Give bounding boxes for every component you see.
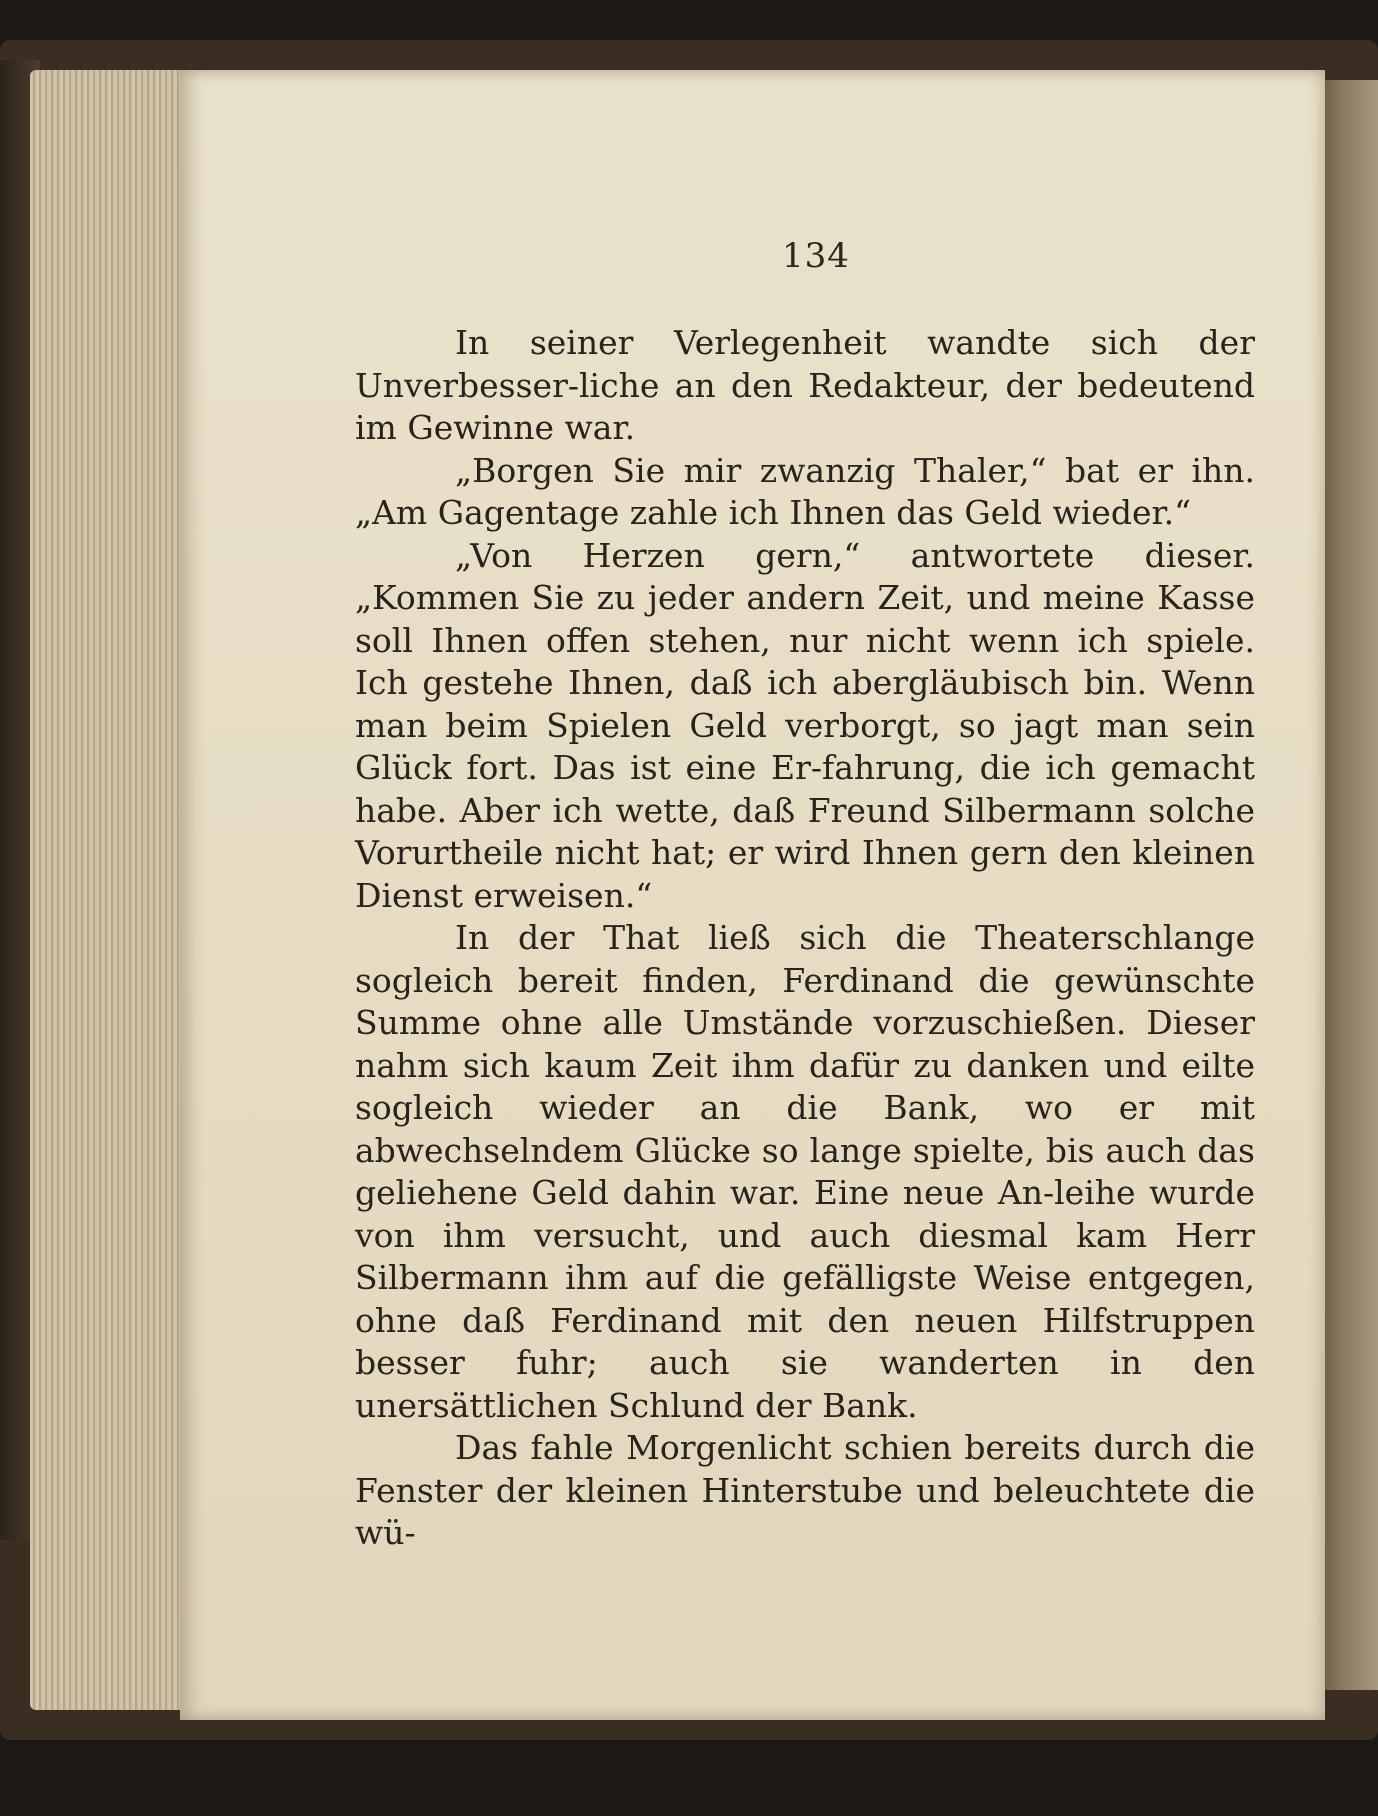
paragraph: „Borgen Sie mir zwanzig Thaler,“ bat er ihn. „Am Gagentage zahle ich Ihnen das Geld wieder.“ — [355, 450, 1255, 532]
paragraph: Das fahle Morgenlicht schien bereits durch die Fenster der kleinen Hinterstube und beleuchtete die wü- — [355, 1428, 1255, 1552]
next-page-edge — [1320, 80, 1378, 1690]
page-number: 134 — [782, 236, 850, 276]
body-text — [355, 322, 1255, 1555]
paragraph: In seiner Verlegenheit wandte sich der Unverbesser-liche an den Redakteur, der bedeutend im Gewinne war. — [355, 323, 1255, 447]
paragraph: In der That ließ sich die Theaterschlange sogleich bereit finden, Ferdinand die gewünschte Summe ohne alle Umstände vorzuschießen. Dieser nahm sich kaum Zeit ihm dafür zu danken und eilte sogleich wieder an die Bank, wo er mit abwechselndem Glücke so lange spielte, bis auch das geliehene Geld dahin war. Eine neue An-leihe wurde von ihm versucht, und auch diesmal kam Herr Silbermann ihm auf die gefälligste Weise entgegen, ohne daß Ferdinand mit den neuen Hilfstruppen besser fuhr; auch sie wanderten in den unersättlichen Schlund der Bank. — [355, 918, 1255, 1425]
page-stack-edges — [30, 70, 190, 1710]
paragraph: „Von Herzen gern,“ antwortete dieser. „Kommen Sie zu jeder andern Zeit, und meine Kasse soll Ihnen offen stehen, nur nicht wenn ich spiele. Ich gestehe Ihnen, daß ich abergläubisch bin. Wenn man beim Spielen Geld verborgt, so jagt man sein Glück fort. Das ist eine Er-fahrung, die ich gemacht habe. Aber ich wette, daß Freund Silbermann solche Vorurtheile nicht hat; er wird Ihnen gern den kleinen Dienst erweisen.“ — [355, 535, 1255, 915]
